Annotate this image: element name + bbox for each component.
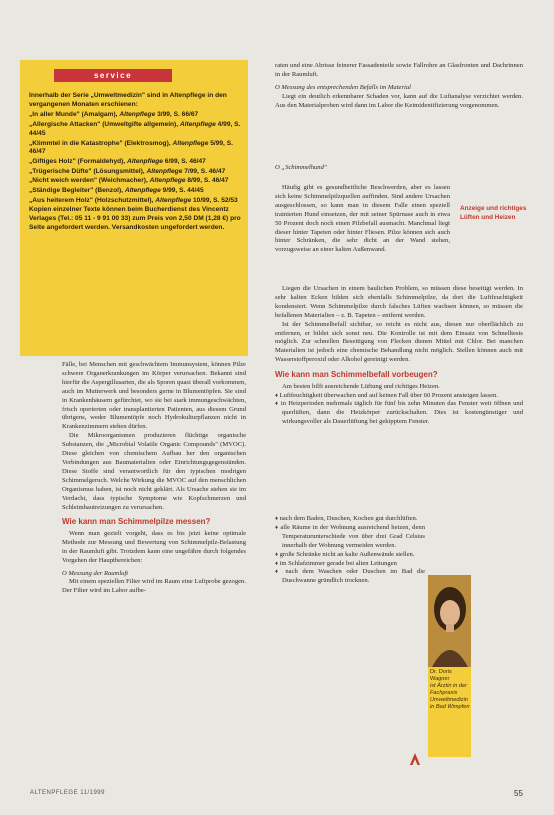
service-entry [29, 158, 241, 167]
left-column-text [62, 361, 246, 596]
service-intro: Innerhalb der Serie „Umweltmedizin" sind in Altenpflege in den vergangenen Monaten erschienen: [29, 92, 227, 108]
entry-title: „Giftiges Holz" (Formaldehyd), [29, 157, 126, 165]
entry-reference: 6/99, S. 46/47 [164, 157, 206, 165]
service-entry [29, 168, 241, 177]
heading-prevent: Wie kann man Schimmelbefall vorbeugen? [275, 370, 438, 380]
prevent-bullet: ♦ nach dem Waschen oder Duschen im Bad die Duschwanne gründlich trocknen. [275, 568, 425, 586]
entry-reference: 4/99, S. 44/45 [29, 121, 241, 137]
paragraph: Häufig gibt es gesundheitliche Beschwerden, aber es lassen sich keine Schimmelpilzquellen auffinden. Sind andere Ursachen ausgeschlossen, so kann man in diesem Falle einen speziell trainierten Hund einsetzen, der mit seiner Spürnase auch in etwa 50 Prozent doch noch einen Pilzbefall ausmacht. Manchmal liegt dieser hinter Tapeten oder hinter Fliesen. Pilze können sich auch hinter Schränken, die sehr dicht an der Wand stehen, vorzugsweise an einer kalten Außenwand. [275, 184, 450, 254]
entry-magazine: Altenpflege [149, 177, 186, 185]
paragraph: Wenn man gezielt vorgeht, dass es bis jetzt keine optimale Methode zur Messung und Bewertung von Schimmelpilz-Belastung in der Raumluft gibt. Trotzdem kann eine ungefähre durch folgendes Vorgehen der Hauptbereichen: [62, 529, 246, 564]
photo-caption [430, 669, 470, 711]
service-entry [29, 111, 241, 120]
service-header: service [54, 69, 172, 82]
entry-title: „In aller Munde" (Amalgam), [29, 111, 118, 119]
caption-name: Dr. Doris Wagner [430, 669, 452, 682]
service-entries [29, 111, 241, 205]
prevent-bullets [275, 392, 523, 428]
subheading: O „Schimmelhund" [275, 164, 327, 171]
entry-magazine: Altenpflege [127, 157, 163, 165]
entry-title: „Aus heiterem Holz" (Holzschutzmittel), [29, 196, 154, 204]
author-photo [428, 575, 471, 667]
service-outro: Kopien einzelner Texte können beim Bucherdienst des Vincentz Verlages (Tel.: 05 11 - 9 91 00 33) zum Preis von 2,50 DM (1,28 €) pro Seite angefordert werden. Versandkosten ungefordert werden. [29, 206, 241, 231]
paragraph: Liegen die Ursachen in einem baulichen Problem, so müssen diese beseitigt werden. In sehr kalten Ecken bilden sich ebenfalls Schimmelpilze, da dort die Luftfeuchtigkeit kondensiert. Wenn Schimmelpilze durch falsches Lüften wachsen können, so müssen die befallenen Materialien – z. B. Tapeten – entfernt werden. [275, 285, 523, 319]
subheading: O Messung der Raumluft [62, 569, 129, 577]
prevent-bullet: ♦ Luftfeuchtigkeit überwachen und auf keinen Fall über 60 Prozent ansteigen lassen. [275, 392, 523, 401]
paragraph: raten und eine Abrisse feinerer Fassadenteile sowie Fallrohre an Glasfronten und Dachrinnen in der Raumluft. [275, 62, 523, 78]
service-entry [29, 197, 241, 206]
page-number: 55 [514, 789, 523, 798]
entry-reference: 9/99, S. 44/45 [162, 187, 204, 195]
right-top-text [275, 62, 523, 111]
prevent-bullet: ♦ nach dem Baden, Duschen, Kochen gut durchlüften. [275, 515, 425, 524]
paragraph: Fälle, bei Menschen mit geschwächtem Immunsystem, können Pilze schwere Organerkrankungen im Körper verursachen. Bekannt sind hierfür die Aspergillusarten, die als Sporen quasi überall vorkommen, auch im Mutterwerk und besonders gerne in Blumentöpfen. Sie sind in Krankenhäusern gefürchtet, wo sie bei stark immungeschwächten, frisch operierten oder transplantierten Patienten, aus diesem Grund übrigens, weder Blumentöpfe noch Hydrokulturpflanzen nicht in Krankenzimmern stehen dürfen. [62, 361, 246, 431]
entry-magazine: Altenpflege [124, 187, 161, 195]
paragraph: Die Mikroorganismen produzieren flüchtige organische Substanzen, die „Microbial Volatile Organic Compounds" (MVOC). Diese gleichen von chemischem Aufbau her den organischen Verbindungen aus Baumaterialien oder Einrichtungsgegenständen. Diese Stoffe sind verantwortlich für den typischen modrigen Schimmelgeruch. Welche Wirkung die MVOC auf den menschlichen Organismus haben, ist noch nicht geklärt. Als Ursache stehen sie im Verdacht, dass typische Symptome wie Kopfschmerzen und Schleimhautreizungen zu verursachen. [62, 432, 246, 511]
entry-magazine: Altenpflege [119, 111, 156, 119]
service-entry [29, 140, 241, 157]
entry-title: „Trügerische Düfte" (Lösungsmittel), [29, 167, 145, 175]
right-lower-text [275, 184, 450, 255]
right-narrow-text [275, 515, 425, 586]
entry-magazine: Altenpflege [179, 121, 216, 129]
entry-title: „Klimmtel in die Katastrophe" (Elektrosmog), [29, 139, 171, 147]
entry-magazine: Altenpflege [146, 167, 183, 175]
service-content [29, 92, 241, 235]
paragraph: Am besten hilft ausreichende Lüftung und richtiges Heizen. [282, 382, 440, 390]
entry-reference: 7/99, S. 46/47 [184, 167, 226, 175]
paragraph: Mit einem speziellen Filter wird im Raum eine Luftprobe gezogen. Der Filter wird im Labor aufbe- [62, 578, 246, 595]
entry-reference: 3/99, S. 66/67 [157, 111, 199, 119]
entry-reference: 5/99, S. 46/47 [29, 139, 233, 156]
service-entry [29, 121, 241, 138]
entry-magazine: Altenpflege [155, 196, 192, 204]
portrait-image [428, 575, 471, 667]
entry-reference: 10/99, S. 52/53 [192, 196, 238, 204]
paragraph: Liegt ein deutlich erkennbarer Schaden vor, kann auf die Luftanalyse verzichtet werden. Aus den Materialproben wird dann im Labor die Keimidentifizierung vorgenommen. [275, 92, 523, 109]
service-entry [29, 187, 241, 196]
entry-title: „Allergische Attacken" (Umweltgifte allgemein), [29, 121, 179, 129]
caption-text: ist Ärztin in der Fachpraxis Umweltmedizin [430, 683, 468, 703]
prevent-bullet: ♦ in Heizperioden mehrmals täglich für fünf bis zehn Minuten das Fenster weit öffnen und querlüften, dann die Heizkörper zurückschalten. Dies ist kostengünstiger und wirkungsvoller als Dauerlüftung bei gekipptem Fenster. [275, 400, 523, 427]
entry-reference: 8/99, S. 46/47 [187, 177, 229, 185]
paragraph: Ist der Schimmelbefall sichtbar, so reicht es nicht aus, diesen nur oberflächlich zu entfernen, er bildet sich sonst neu. Die Kontrolle ist mit dem Einsatz von Schnelltests möglich. Zur schnellen Beseitigung von Flecken dienen Mittel mit Chlor. Bei manchen Materialien ist jedoch eine chemische Behandlung nicht möglich. Stellen können auch mit Wasserstoffperoxid oder Alkohol gereinigt werden. [275, 320, 523, 364]
prevent-bullet: ♦ alle Räume in der Wohnung ausreichend heizen, denn Temperaturunterschiede von über drei Grad Celsius innerhalb der Wohnung vermeiden werden. [275, 524, 425, 551]
prevent-bullet: ♦ große Schränke nicht an kalte Außenwände stellen. [275, 551, 425, 560]
right-full-text [275, 285, 523, 427]
footer-magazine: ALTENPFLEGE 11/1999 [30, 790, 105, 796]
prevent-bullets-continued [275, 515, 425, 586]
logo-icon [410, 753, 420, 765]
service-entry [29, 177, 241, 186]
entry-magazine: Altenpflege [172, 139, 209, 147]
entry-title: „Nicht weich werden" (Weichmacher), [29, 177, 148, 185]
pull-quote: Anzeige und richtiges Lüften und Heizen [460, 205, 527, 221]
prevent-bullet: ♦ im Schlafzimmer gerade bei alten Leitungen [275, 560, 425, 569]
subheading: O Messung des entsprechenden Befalls im Material [275, 83, 411, 91]
caption-place: in Bad Wimpfen [430, 704, 470, 710]
entry-title: „Ständige Begleiter" (Benzol), [29, 187, 123, 195]
heading-measure: Wie kann man Schimmelpilze messen? [62, 517, 211, 527]
right-mid-text [275, 160, 523, 173]
